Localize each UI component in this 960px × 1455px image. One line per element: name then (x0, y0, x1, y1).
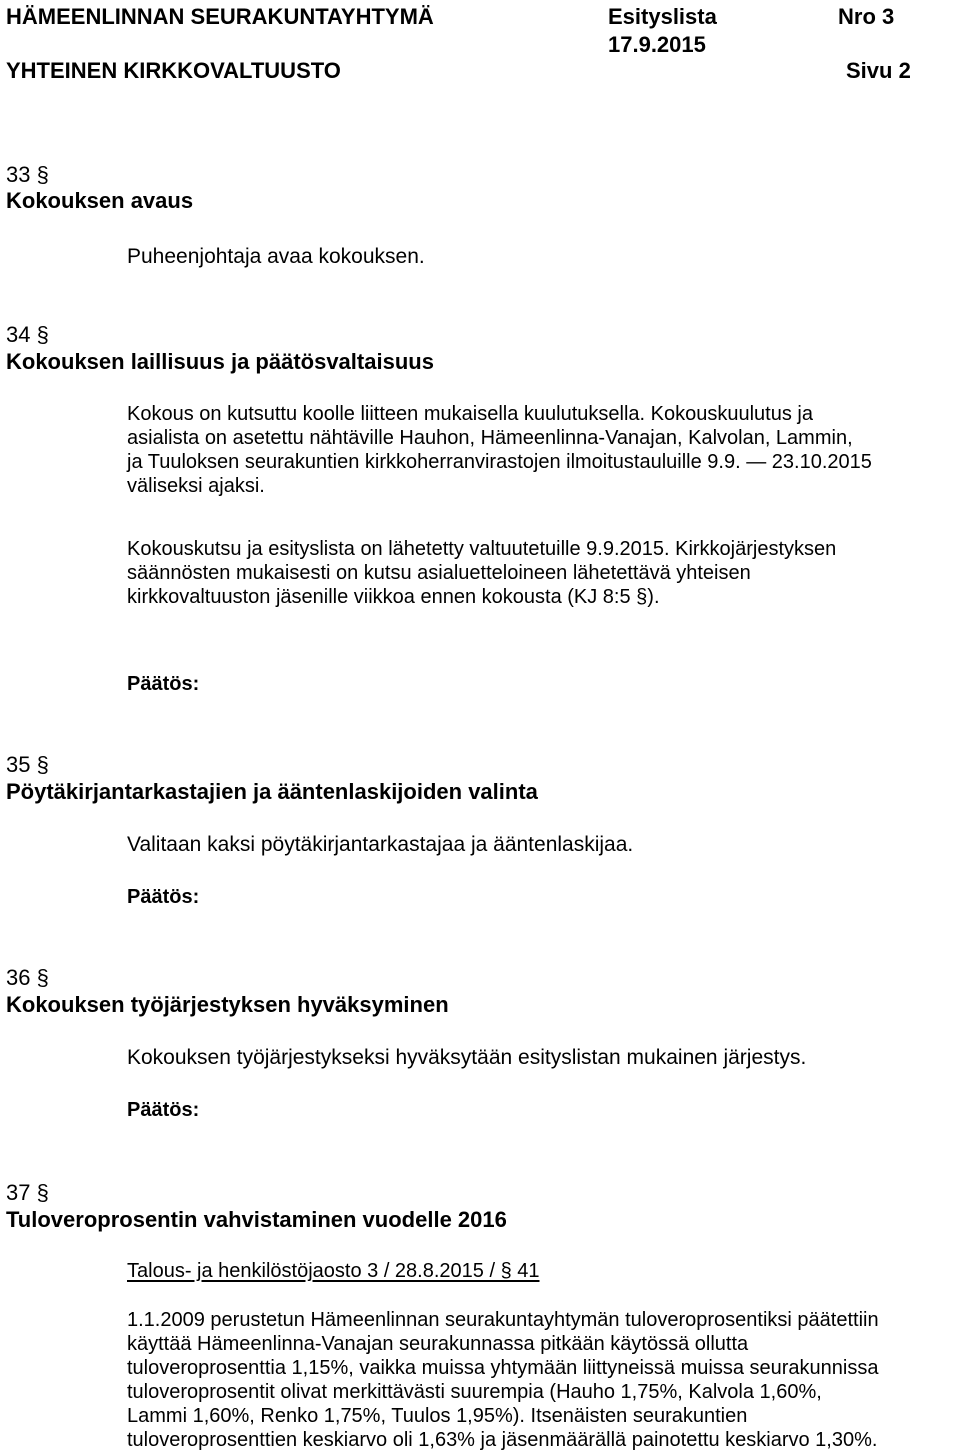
section-33-title: Kokouksen avaus (6, 188, 194, 213)
section-35-title: Pöytäkirjantarkastajien ja ääntenlaskijoiden valinta (6, 779, 538, 804)
section-35-text: Valitaan kaksi pöytäkirjantarkastajaa ja ääntenlaskijaa. (127, 833, 634, 856)
section-sign: § (36, 1180, 49, 1205)
section-34-title: Kokouksen laillisuus ja päätösvaltaisuus (6, 349, 434, 374)
section-34-paragraph-1: Kokous on kutsuttu koolle liitteen mukaisella kuulutuksella. Kokouskuulutus ja asialista on asetettu nähtäville Hauhon, Hämeenlinna-Vanajan, Kalvolan, Lammin, ja Tuuloksen seurakuntien kirkkoherranvirastojen ilmoitustauluille 9.9. — 23.10.2015 väliseksi ajaksi. (127, 403, 872, 497)
section-35-decision-label: Päätös: (127, 886, 200, 908)
document-date: 17.9.2015 (608, 32, 706, 57)
section-36-title: Kokouksen työjärjestyksen hyväksyminen (6, 992, 449, 1017)
document-type: Esityslista (608, 4, 717, 29)
document-number: Nro 3 (838, 4, 895, 29)
page-number: Sivu 2 (846, 58, 911, 83)
section-sign: § (36, 752, 49, 777)
section-33-text: Puheenjohtaja avaa kokouksen. (127, 245, 425, 268)
section-37-number: 37 § (6, 1180, 49, 1205)
section-36-number: 36 § (6, 965, 49, 990)
section-35-number: 35 § (6, 752, 49, 777)
section-sign: § (36, 162, 49, 187)
governing-body: YHTEINEN KIRKKOVALTUUSTO (6, 58, 341, 83)
section-34-number: 34 § (6, 322, 49, 347)
section-37-title: Tuloveroprosentin vahvistaminen vuodelle 2016 (6, 1207, 507, 1232)
section-sign: § (36, 322, 49, 347)
section-33-number: 33 § (6, 162, 49, 187)
section-34-paragraph-2: Kokouskutsu ja esityslista on lähetetty valtuutetuille 9.9.2015. Kirkkojärjestyksen säännösten mukaisesti on kutsu asialuetteloineen lähetettävä yhteisen kirkkovaltuuston jäsenille viikkoa ennen kokousta (KJ 8:5 §). (127, 538, 837, 608)
section-sign: § (36, 965, 49, 990)
section-37-paragraph: 1.1.2009 perustetun Hämeenlinnan seurakuntayhtymän tuloveroprosentiksi päätettiin käyttää Hämeenlinna-Vanajan seurakunnassa pitkään käytössä ollutta tuloveroprosenttia 1,15%, vaikka muissa yhtymään liittyneissä muissa seurakunnissa tuloveroprosentit olivat merkittävästi suurempia (Hauho 1,75%, Kalvola 1,60%, Lammi 1,60%, Renko 1,75%, Tuulos 1,95%). Itsenäisten seurakuntien tuloveroprosenttien keskiarvo oli 1,63% ja jäsenmäärällä painotettu keskiarvo 1,30%. (127, 1309, 879, 1451)
section-36-text: Kokouksen työjärjestykseksi hyväksytään esityslistan mukainen järjestys. (127, 1046, 807, 1069)
section-36-decision-label: Päätös: (127, 1099, 200, 1121)
section-37-reference: Talous- ja henkilöstöjaosto 3 / 28.8.2015 / § 41 (127, 1260, 540, 1282)
section-34-decision-label: Päätös: (127, 673, 200, 695)
organization-name: HÄMEENLINNAN SEURAKUNTAYHTYMÄ (6, 4, 434, 29)
